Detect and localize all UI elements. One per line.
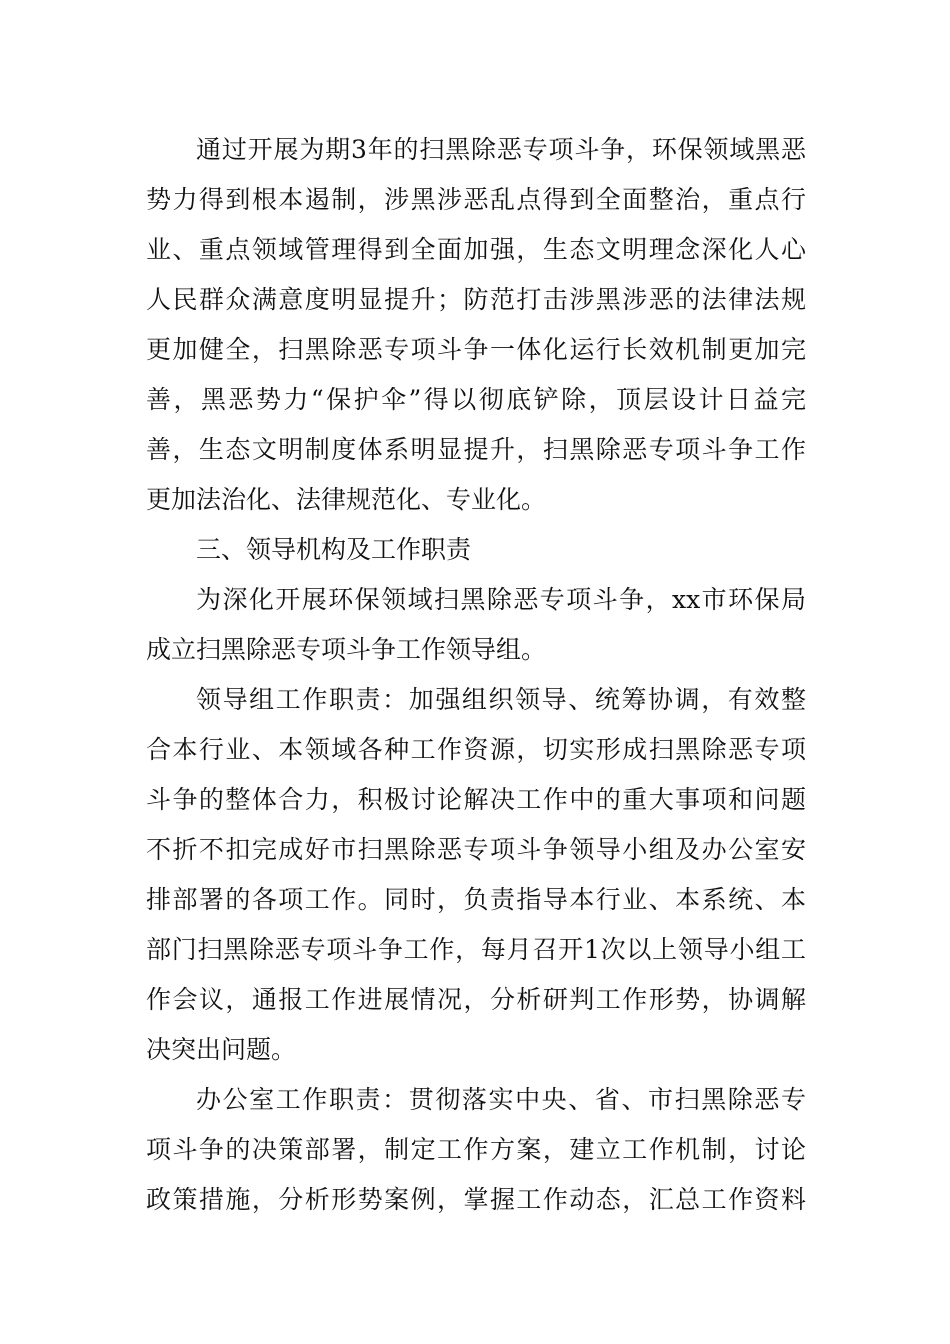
paragraph-3-line-6: 部门扫黑除恶专项斗争工作，每月召开1次以上领导小组工 bbox=[146, 935, 806, 964]
paragraph-3-line-8: 决突出问题。 bbox=[146, 1035, 297, 1064]
paragraph-3-line-4: 不折不扣完成好市扫黑除恶专项斗争领导小组及办公室安 bbox=[146, 835, 806, 864]
paragraph-3-line-1: 领导组工作职责：加强组织领导、统筹协调，有效整 bbox=[196, 685, 806, 714]
section-heading: 三、领导机构及工作职责 bbox=[196, 535, 472, 564]
paragraph-1-line-6: 善，黑恶势力“保护伞”得以彻底铲除，顶层设计日益完 bbox=[146, 385, 806, 414]
paragraph-1-line-3: 业、重点领域管理得到全面加强，生态文明理念深化人心 bbox=[146, 235, 806, 264]
paragraph-1-line-2: 势力得到根本遏制，涉黑涉恶乱点得到全面整治，重点行 bbox=[146, 185, 806, 214]
paragraph-1-line-1: 通过开展为期3年的扫黑除恶专项斗争，环保领域黑恶 bbox=[196, 135, 806, 164]
paragraph-4-line-1: 办公室工作职责：贯彻落实中央、省、市扫黑除恶专 bbox=[196, 1085, 806, 1114]
paragraph-1-line-8: 更加法治化、法律规范化、专业化。 bbox=[146, 485, 547, 514]
paragraph-3-line-2: 合本行业、本领域各种工作资源，切实形成扫黑除恶专项 bbox=[146, 735, 806, 764]
paragraph-4-line-3: 政策措施，分析形势案例，掌握工作动态，汇总工作资料 bbox=[146, 1185, 806, 1214]
paragraph-2-line-1: 为深化开展环保领域扫黑除恶专项斗争，xx市环保局 bbox=[196, 585, 806, 614]
paragraph-1-line-7: 善，生态文明制度体系明显提升，扫黑除恶专项斗争工作 bbox=[146, 435, 806, 464]
paragraph-3-line-3: 斗争的整体合力，积极讨论解决工作中的重大事项和问题 bbox=[146, 785, 806, 814]
paragraph-1-line-5: 更加健全，扫黑除恶专项斗争一体化运行长效机制更加完 bbox=[146, 335, 806, 364]
paragraph-2-line-2: 成立扫黑除恶专项斗争工作领导组。 bbox=[146, 635, 547, 664]
paragraph-4-line-2: 项斗争的决策部署，制定工作方案，建立工作机制，讨论 bbox=[146, 1135, 806, 1164]
paragraph-3-line-5: 排部署的各项工作。同时，负责指导本行业、本系统、本 bbox=[146, 885, 806, 914]
paragraph-3-line-7: 作会议，通报工作进展情况，分析研判工作形势，协调解 bbox=[146, 985, 806, 1014]
paragraph-1-line-4: 人民群众满意度明显提升；防范打击涉黑涉恶的法律法规 bbox=[146, 285, 806, 314]
